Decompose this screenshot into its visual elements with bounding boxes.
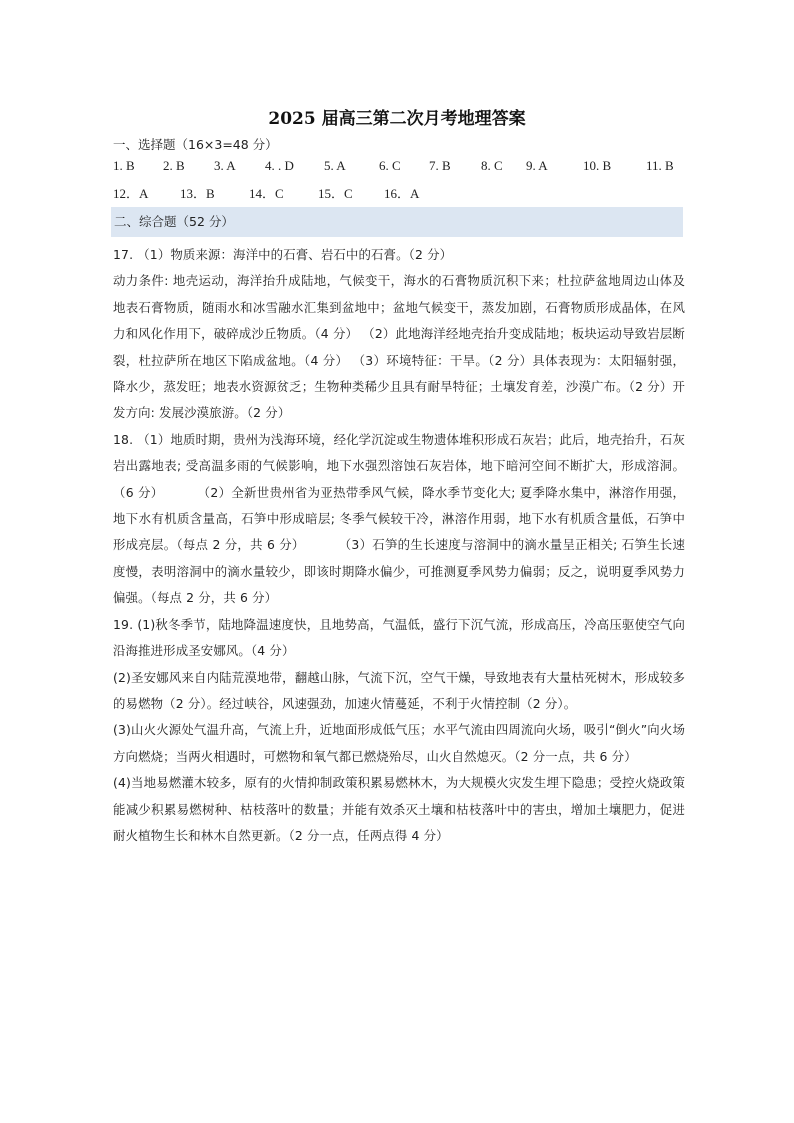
q18-part2: （2）全新世贵州省为亚热带季风气候，降水季节变化大; 夏季降水集中，淋溶作用强，地下水有机质含量高，石笋中形成暗层; 冬季气候较干冷，淋溶作用弱，地下水有机质含量低，石笋中形成亮层。（每点 2 分，共 6 分） xyxy=(113,484,686,553)
answer-item: 7. B xyxy=(429,158,451,173)
answer-item: 4. . D xyxy=(265,158,294,173)
q19-part3: (3)山火火源处气温升高，气流上升，近地面形成低气压；水平气流由四周流向火场，吸引“倒火”向火场方向燃烧；当两火相遇时，可燃物和氧气都已燃烧殆尽，山火自然熄灭。（2 分一点，共 6 分） xyxy=(113,722,685,764)
answer-item: 15．C xyxy=(318,186,353,201)
q17-part1: 17. （1）物质来源：海洋中的石膏、岩石中的石膏。（2 分） xyxy=(113,247,453,262)
q19-part2: (2)圣安娜风来自内陆荒漠地带，翻越山脉，气流下沉，空气干燥，导致地表有大量枯死树木，形成较多的易燃物（2 分）。经过峡谷，风速强劲，加速火情蔓延，不利于火情控制（2 分）。 xyxy=(113,669,685,711)
q19-part1: 19. (1)秋冬季节，陆地降温速度快，且地势高，气温低，盛行下沉气流，形成高压，冷高压驱使空气向沿海推进形成圣安娜风。（4 分） xyxy=(113,616,685,659)
section-choice-heading: 一、选择题（16×3=48 分） xyxy=(113,137,278,152)
answer-item: 16．A xyxy=(384,186,420,201)
q17-part3: （3）环境特征：干旱。（2 分）具体表现为：太阳辐射强，降水少，蒸发旺；地表水资源贫乏；生物种类稀少且具有耐旱特征；土壤发育差，沙漠广布。（2 分）开发方向: 发展沙漠旅游。（2 分） xyxy=(113,352,685,421)
q18-part1: 18. （1）地质时期，贵州为浅海环境，经化学沉淀或生物遗体堆积形成石灰岩；此后，地壳抬升，石灰岩出露地表; 受高温多雨的气候影响，地下水强烈溶蚀石灰岩体，地下暗河空间不断扩大，形成溶洞。（6 分） xyxy=(113,431,685,500)
answer-item: 9. A xyxy=(526,158,548,173)
q17-part2: （2）此地海洋经地壳抬升变成陆地；板块运动导致岩层断裂，杜拉萨所在地区下陷成盆地。（4 分） xyxy=(113,326,685,368)
q17-part1-continued xyxy=(113,268,685,426)
answer-item: 5. A xyxy=(324,158,346,173)
section-comprehensive-heading: 二、综合题（52 分） xyxy=(111,207,683,237)
answer-item: 6. C xyxy=(379,158,401,173)
answer-item: 14．C xyxy=(249,186,284,201)
answer-item: 1. B xyxy=(113,158,135,173)
q18 xyxy=(113,427,685,612)
answer-item: 12．A xyxy=(113,186,149,201)
page-title: 2025 届高三第二次月考地理答案 xyxy=(268,109,526,129)
answer-item: 3. A xyxy=(214,158,236,173)
q17-dynamics: 动力条件: 地壳运动，海洋抬升成陆地，气候变干，海水的石膏物质沉积下来；杜拉萨盆地周边山体及地表石膏物质，随雨水和冰雪融水汇集到盆地中；盆地气候变干，蒸发加剧，石膏物质形成晶体，在风力和风化作用下，破碎成沙丘物质。（4 分） xyxy=(113,273,685,342)
answer-item: 10. B xyxy=(583,158,612,173)
answer-body xyxy=(113,242,685,849)
answer-item: 11. B xyxy=(646,158,674,173)
answer-item: 2. B xyxy=(163,158,185,173)
q18-part3: （3）石笋的生长速度与溶洞中的滴水量呈正相关; 石笋生长速度慢，表明溶洞中的滴水量较少，即该时期降水偏少，可推测夏季风势力偏弱；反之，说明夏季风势力偏强。（每点 2 分，共 6 分） xyxy=(113,537,685,606)
q19-part4: (4)当地易燃灌木较多，原有的火情抑制政策积累易燃林木，为大规模火灾发生埋下隐患；受控火烧政策能减少积累易燃树种、枯枝落叶的数量；并能有效杀灭土壤和枯枝落叶中的害虫，增加土壤肥力，促进耐火植物生长和林木自然更新。（2 分一点，任两点得 4 分） xyxy=(113,775,685,843)
answer-item: 8. C xyxy=(481,158,503,173)
answer-item: 13．B xyxy=(180,186,215,201)
